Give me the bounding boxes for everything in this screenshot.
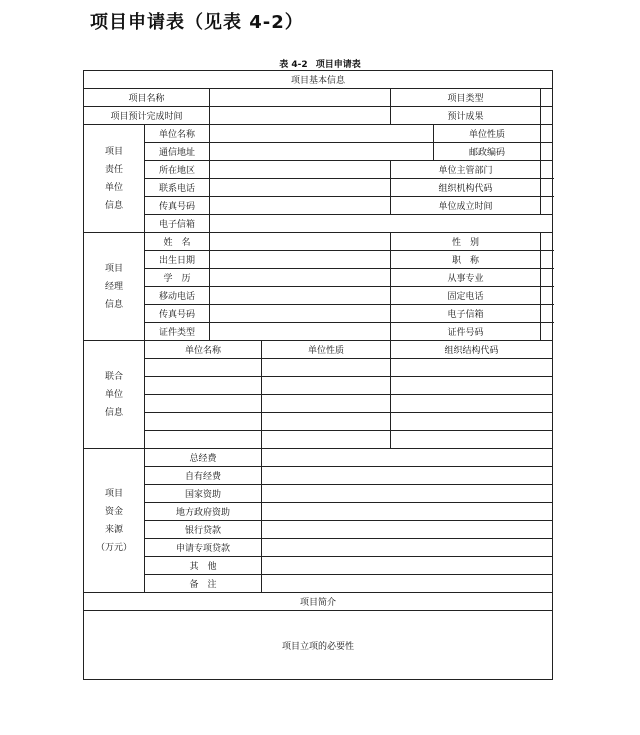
project-necessity-box[interactable] bbox=[84, 611, 553, 680]
project-name-label: 项目名称 bbox=[84, 89, 210, 107]
basic-info-header: 项目基本信息 bbox=[84, 71, 553, 89]
funding-national-field[interactable] bbox=[262, 485, 553, 503]
birth-field[interactable] bbox=[210, 251, 391, 269]
project-intro-label: 项目简介 bbox=[300, 598, 337, 608]
founded-label: 单位成立时间 bbox=[391, 197, 541, 215]
funding-own-label: 自有经费 bbox=[145, 467, 262, 485]
mobile-field[interactable] bbox=[210, 287, 391, 305]
application-form-table bbox=[83, 70, 553, 680]
funding-total-field[interactable] bbox=[262, 449, 553, 467]
manager-name-label: 姓 名 bbox=[145, 233, 210, 251]
gender-field[interactable] bbox=[541, 233, 553, 251]
education-field[interactable] bbox=[210, 269, 391, 287]
partner-row bbox=[84, 377, 553, 395]
unit-email-field[interactable] bbox=[210, 215, 553, 233]
unit-fax-label: 传真号码 bbox=[145, 197, 210, 215]
unit-section-label: 项目 责任 单位 信息 bbox=[84, 125, 145, 233]
manager-email-field[interactable] bbox=[541, 305, 553, 323]
unit-name-field[interactable] bbox=[210, 125, 434, 143]
mobile-label: 移动电话 bbox=[145, 287, 210, 305]
authority-field[interactable] bbox=[541, 161, 553, 179]
project-type-field[interactable] bbox=[541, 89, 553, 107]
completion-time-field[interactable] bbox=[210, 107, 391, 125]
founded-field[interactable] bbox=[541, 197, 553, 215]
job-title-field[interactable] bbox=[541, 251, 553, 269]
funding-local-field[interactable] bbox=[262, 503, 553, 521]
postcode-label: 邮政编码 bbox=[434, 143, 541, 161]
partner-nature-header: 单位性质 bbox=[262, 341, 391, 359]
id-type-field[interactable] bbox=[210, 323, 391, 341]
partner-row bbox=[84, 395, 553, 413]
major-field[interactable] bbox=[541, 269, 553, 287]
partner-row bbox=[84, 431, 553, 449]
address-label: 通信地址 bbox=[145, 143, 210, 161]
unit-fax-field[interactable] bbox=[210, 197, 391, 215]
major-label: 从事专业 bbox=[391, 269, 541, 287]
postcode-field[interactable] bbox=[541, 143, 553, 161]
funding-notes-field[interactable] bbox=[262, 575, 553, 593]
funding-bank-label: 银行贷款 bbox=[145, 521, 262, 539]
funding-notes-label: 备 注 bbox=[145, 575, 262, 593]
page-title: 项目申请表（见表 4-2） bbox=[90, 12, 304, 33]
region-label: 所在地区 bbox=[145, 161, 210, 179]
table-title: 项目申请表 bbox=[315, 60, 361, 70]
manager-fax-field[interactable] bbox=[210, 305, 391, 323]
manager-fax-label: 传真号码 bbox=[145, 305, 210, 323]
funding-special-label: 申请专项贷款 bbox=[145, 539, 262, 557]
project-name-field[interactable] bbox=[210, 89, 391, 107]
gender-label: 性 别 bbox=[391, 233, 541, 251]
id-type-label: 证件类型 bbox=[145, 323, 210, 341]
partner-row bbox=[84, 413, 553, 431]
project-intro-box[interactable] bbox=[84, 593, 553, 611]
unit-name-label: 单位名称 bbox=[145, 125, 210, 143]
id-no-label: 证件号码 bbox=[391, 323, 541, 341]
expected-results-label: 预计成果 bbox=[391, 107, 541, 125]
table-caption bbox=[0, 57, 640, 70]
unit-email-label: 电子信箱 bbox=[145, 215, 210, 233]
landline-field[interactable] bbox=[541, 287, 553, 305]
funding-other-field[interactable] bbox=[262, 557, 553, 575]
project-type-label: 项目类型 bbox=[391, 89, 541, 107]
unit-nature-field[interactable] bbox=[541, 125, 553, 143]
unit-phone-field[interactable] bbox=[210, 179, 391, 197]
funding-local-label: 地方政府资助 bbox=[145, 503, 262, 521]
funding-special-field[interactable] bbox=[262, 539, 553, 557]
funding-other-label: 其 他 bbox=[145, 557, 262, 575]
manager-email-label: 电子信箱 bbox=[391, 305, 541, 323]
unit-phone-label: 联系电话 bbox=[145, 179, 210, 197]
partner-section-label: 联合 单位 信息 bbox=[84, 341, 145, 449]
funding-national-label: 国家资助 bbox=[145, 485, 262, 503]
birth-label: 出生日期 bbox=[145, 251, 210, 269]
org-code-label: 组织机构代码 bbox=[391, 179, 541, 197]
region-field[interactable] bbox=[210, 161, 391, 179]
org-code-field[interactable] bbox=[541, 179, 553, 197]
partner-code-header: 组织结构代码 bbox=[391, 341, 553, 359]
job-title-label: 职 称 bbox=[391, 251, 541, 269]
funding-bank-field[interactable] bbox=[262, 521, 553, 539]
education-label: 学 历 bbox=[145, 269, 210, 287]
completion-time-label: 项目预计完成时间 bbox=[84, 107, 210, 125]
funding-section-label: 项目 资金 来源 （万元） bbox=[84, 449, 145, 593]
expected-results-field[interactable] bbox=[541, 107, 553, 125]
landline-label: 固定电话 bbox=[391, 287, 541, 305]
manager-name-field[interactable] bbox=[210, 233, 391, 251]
address-field[interactable] bbox=[210, 143, 434, 161]
funding-total-label: 总经费 bbox=[145, 449, 262, 467]
id-no-field[interactable] bbox=[541, 323, 553, 341]
unit-nature-label: 单位性质 bbox=[434, 125, 541, 143]
table-number: 表 4-2 bbox=[279, 60, 308, 70]
partner-row bbox=[84, 359, 553, 377]
funding-own-field[interactable] bbox=[262, 467, 553, 485]
partner-name-header: 单位名称 bbox=[145, 341, 262, 359]
manager-section-label: 项目 经理 信息 bbox=[84, 233, 145, 341]
authority-label: 单位主管部门 bbox=[391, 161, 541, 179]
project-necessity-label: 项目立项的必要性 bbox=[282, 641, 355, 652]
